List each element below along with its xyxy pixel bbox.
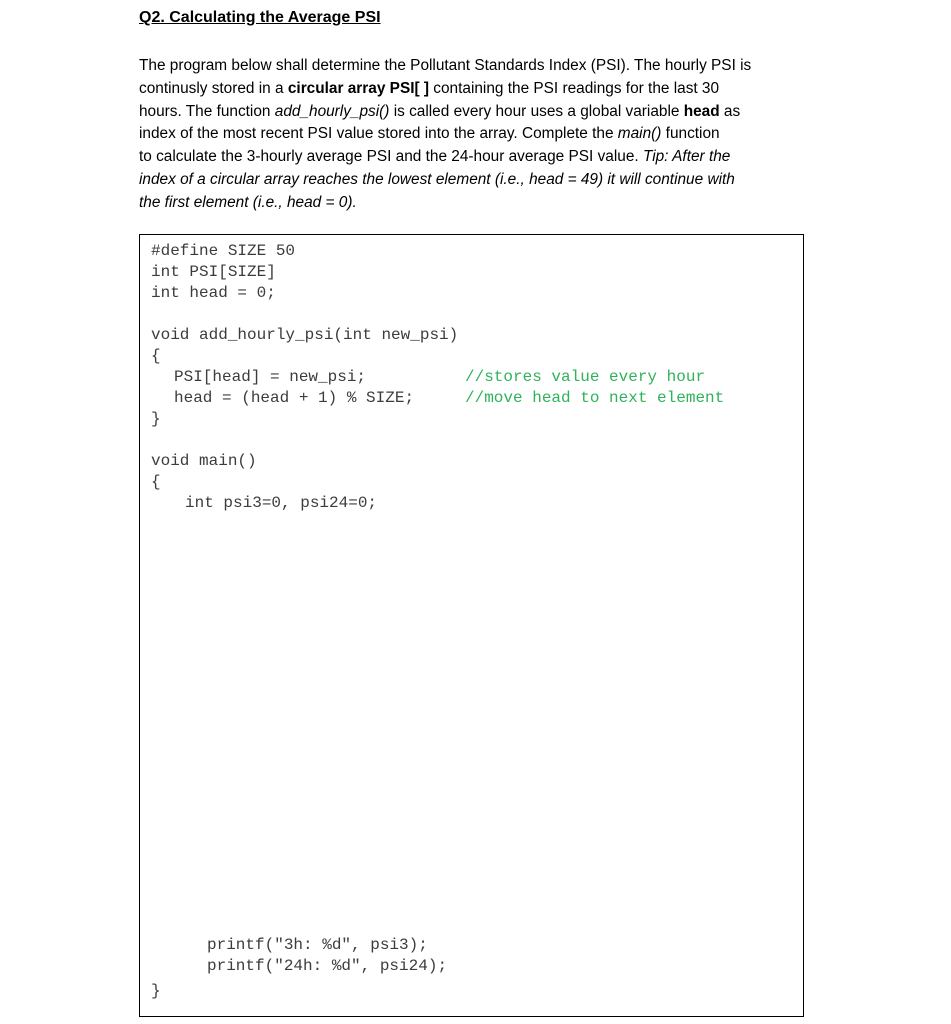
code-store-comment: //stores value every hour — [465, 368, 706, 386]
para-line-6: index of a circular array reaches the lowest element (i.e., head = 49) it will continue with — [139, 170, 735, 188]
code-close-brace: } — [151, 410, 161, 428]
code-func-signature: void add_hourly_psi(int new_psi) — [151, 326, 459, 344]
code-printf-24h: printf("24h: %d", psi24); — [207, 957, 448, 975]
para-line-7: the first element (i.e., head = 0). — [139, 193, 357, 211]
code-box — [139, 234, 804, 1017]
para-line-5 — [139, 146, 819, 169]
code-open-brace: { — [151, 347, 161, 365]
para-text: to calculate the 3-hourly average PSI and the 24-hour average PSI value. — [139, 148, 643, 166]
code-open-brace: { — [151, 473, 161, 491]
para-text: index of the most recent PSI value stored into the array. Complete the — [139, 125, 618, 143]
code-var-decl: int psi3=0, psi24=0; — [185, 494, 378, 512]
para-text: continusly stored in a — [139, 79, 288, 97]
para-italic-tip: Tip: After the — [642, 148, 731, 166]
para-italic-main: main() — [617, 125, 662, 143]
para-line-1: The program below shall determine the Pollutant Standards Index (PSI). The hourly PSI is — [139, 57, 752, 74]
para-line-2 — [139, 78, 819, 101]
code-store-statement: PSI[head] = new_psi; — [174, 368, 367, 386]
para-bold-circular-array: circular array PSI[ ] — [287, 79, 430, 97]
para-text: hours. The function — [139, 102, 275, 120]
question-title: Q2. Calculating the Average PSI — [139, 9, 381, 26]
para-line-3 — [139, 101, 819, 124]
code-main-signature: void main() — [151, 452, 257, 470]
question-description — [139, 55, 819, 215]
code-move-comment: //move head to next element — [465, 389, 725, 407]
para-italic-function-name: add_hourly_psi() — [274, 102, 390, 120]
para-text: containing the PSI readings for the last 30 — [429, 79, 720, 97]
para-text: is called every hour uses a global variable — [389, 102, 684, 120]
para-text: function — [661, 125, 720, 143]
code-array-decl: int PSI[SIZE] — [151, 263, 276, 281]
para-line-4 — [139, 123, 819, 146]
code-close-brace: } — [151, 982, 161, 1000]
code-define: #define SIZE 50 — [151, 242, 296, 260]
code-move-statement: head = (head + 1) % SIZE; — [174, 389, 415, 407]
para-text: as — [719, 102, 741, 120]
code-printf-3h: printf("3h: %d", psi3); — [207, 936, 428, 954]
para-bold-head: head — [683, 102, 720, 120]
code-head-decl: int head = 0; — [151, 284, 276, 302]
